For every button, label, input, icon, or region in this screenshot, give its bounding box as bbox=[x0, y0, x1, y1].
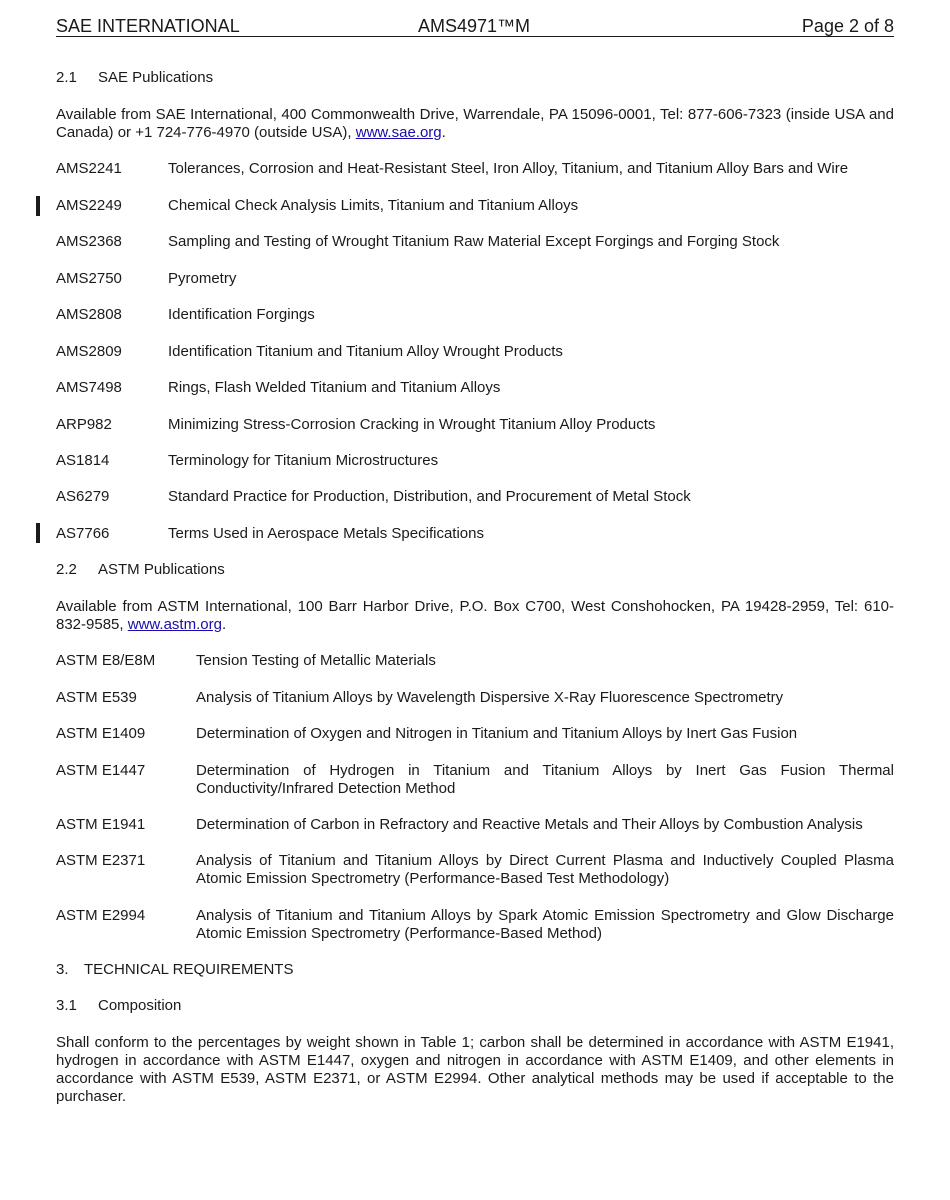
reference-code: AS6279 bbox=[56, 488, 110, 505]
section-number: 2.2 bbox=[56, 561, 77, 578]
reference-code: AMS2750 bbox=[56, 270, 122, 287]
reference-code: AMS2808 bbox=[56, 306, 122, 323]
reference-title: Terms Used in Aerospace Metals Specifications bbox=[168, 525, 484, 542]
section-heading-2-1 bbox=[56, 69, 894, 87]
reference-title: Determination of Carbon in Refractory and Reactive Metals and Their Alloys by Combustion Analysis bbox=[196, 816, 863, 833]
section-title: SAE Publications bbox=[98, 69, 214, 86]
page-header bbox=[56, 16, 894, 37]
reference-title: Analysis of Titanium and Titanium Alloys by Direct Current Plasma and Inductively Coupled Plasma Atomic Emission Spectrometry (Performance-Based Test Methodology) bbox=[196, 852, 894, 887]
section-number: 3. bbox=[56, 961, 69, 978]
reference-code: AMS2241 bbox=[56, 160, 122, 177]
reference-title: Standard Practice for Production, Distribution, and Procurement of Metal Stock bbox=[168, 488, 691, 505]
reference-title: Identification Forgings bbox=[168, 306, 315, 323]
sentence-end: . bbox=[441, 124, 446, 141]
reference-title: Tension Testing of Metallic Materials bbox=[196, 652, 436, 669]
sae-website-link[interactable]: www.sae.org bbox=[355, 124, 442, 141]
reference-title: Terminology for Titanium Microstructures bbox=[168, 452, 439, 469]
section-heading-3-1 bbox=[56, 997, 894, 1015]
reference-title: Chemical Check Analysis Limits, Titanium and Titanium Alloys bbox=[168, 197, 579, 214]
reference-title: Minimizing Stress-Corrosion Cracking in Wrought Titanium Alloy Products bbox=[168, 416, 656, 433]
reference-title: Analysis of Titanium and Titanium Alloys by Spark Atomic Emission Spectrometry and Glow Discharge Atomic Emission Spectrometry (Performance-Based Method) bbox=[196, 907, 894, 942]
reference-code: ASTM E2994 bbox=[56, 907, 146, 924]
reference-title: Determination of Oxygen and Nitrogen in Titanium and Titanium Alloys by Inert Gas Fusion bbox=[196, 725, 798, 742]
reference-code: AMS2368 bbox=[56, 233, 122, 250]
availability-text: Available from SAE International, 400 Commonwealth Drive, Warrendale, PA 15096-0001, Tel: 877-606-7323 (inside USA and Canada) or +1 724-776-4970 (outside USA), bbox=[56, 106, 894, 141]
reference-title: Rings, Flash Welded Titanium and Titanium Alloys bbox=[168, 379, 501, 396]
section-title: ASTM Publications bbox=[98, 561, 225, 578]
sae-availability-paragraph bbox=[56, 106, 894, 142]
reference-code: ASTM E539 bbox=[56, 689, 137, 706]
reference-title: Pyrometry bbox=[168, 270, 237, 287]
reference-title: Determination of Hydrogen in Titanium and Titanium Alloys by Inert Gas Fusion Thermal Conductivity/Infrared Detection Method bbox=[196, 762, 894, 797]
reference-code: AMS2809 bbox=[56, 343, 122, 360]
section-number: 2.1 bbox=[56, 69, 77, 86]
reference-code: AMS7498 bbox=[56, 379, 122, 396]
composition-paragraph: Shall conform to the percentages by weight shown in Table 1; carbon shall be determined in accordance with ASTM E1941, hydrogen in accordance with ASTM E1447, oxygen and nitrogen in accordance with ASTM E1409, and other elements in accordance with ASTM E539, ASTM E2371, or ASTM E2994. Other analytical methods may be used if acceptable to the purchaser. bbox=[56, 1034, 894, 1105]
reference-code: ARP982 bbox=[56, 416, 112, 433]
reference-code: ASTM E2371 bbox=[56, 852, 146, 869]
reference-code: ASTM E8/E8M bbox=[56, 652, 156, 669]
header-organization: SAE INTERNATIONAL bbox=[56, 16, 240, 36]
reference-code: ASTM E1447 bbox=[56, 762, 146, 779]
reference-code: AMS2249 bbox=[56, 197, 122, 214]
sentence-end: . bbox=[221, 616, 227, 633]
reference-code: ASTM E1409 bbox=[56, 725, 146, 742]
section-heading-2-2 bbox=[56, 561, 894, 579]
reference-code: AS7766 bbox=[56, 525, 110, 542]
reference-title: Sampling and Testing of Wrought Titanium Raw Material Except Forgings and Forging Stock bbox=[168, 233, 780, 250]
header-page-number: Page 2 of 8 bbox=[801, 16, 894, 36]
reference-code: AS1814 bbox=[56, 452, 110, 469]
reference-code: ASTM E1941 bbox=[56, 816, 146, 833]
section-title: TECHNICAL REQUIREMENTS bbox=[84, 961, 294, 978]
astm-availability-paragraph bbox=[56, 598, 894, 634]
section-title: Composition bbox=[98, 997, 182, 1014]
reference-title: Identification Titanium and Titanium Alloy Wrought Products bbox=[168, 343, 563, 360]
section-heading-3 bbox=[56, 961, 894, 979]
reference-title: Tolerances, Corrosion and Heat-Resistant Steel, Iron Alloy, Titanium, and Titanium Alloy Bars and Wire bbox=[168, 160, 849, 177]
revision-change-bar bbox=[36, 523, 40, 543]
availability-text: Available from ASTM International, 100 Barr Harbor Drive, P.O. Box C700, West Conshohocken, PA 19428-2959, Tel: 610-832-9585, bbox=[56, 598, 894, 633]
section-number: 3.1 bbox=[56, 997, 77, 1014]
reference-title: Analysis of Titanium Alloys by Wavelength Dispersive X-Ray Fluorescence Spectrometry bbox=[196, 689, 784, 706]
header-document-number: AMS4971™M bbox=[418, 16, 531, 36]
revision-change-bar bbox=[36, 196, 40, 216]
astm-website-link[interactable]: www.astm.org bbox=[127, 616, 222, 633]
